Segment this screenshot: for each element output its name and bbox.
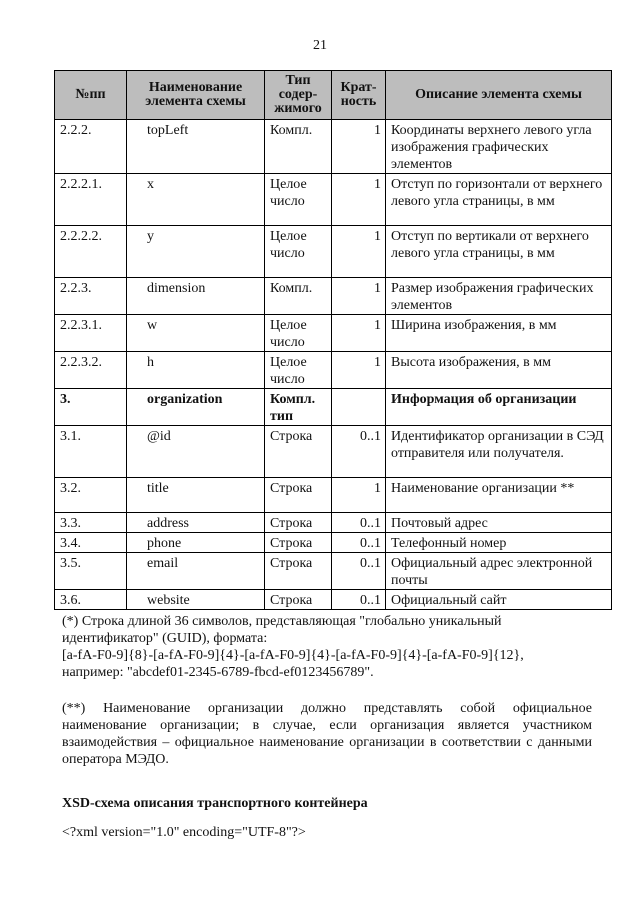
cell-element-name: @id: [127, 426, 265, 478]
cell-element-name: phone: [127, 533, 265, 553]
table-row: [55, 174, 612, 226]
cell-number: 3.3.: [55, 513, 127, 533]
note-guid-line: (*) Строка длиной 36 символов, представляющая "глобально уникальный: [62, 614, 502, 629]
table-row: [55, 389, 612, 426]
cell-description: Идентификатор организации в СЭД отправителя или получателя.: [386, 426, 612, 478]
header-number: №пп: [55, 71, 127, 120]
cell-element-name: x: [127, 174, 265, 226]
cell-element-name: email: [127, 553, 265, 590]
cell-number: 2.2.2.2.: [55, 226, 127, 278]
cell-description: Официальный адрес электронной почты: [386, 553, 612, 590]
note-guid: [62, 613, 592, 681]
xsd-heading: XSD-схема описания транспортного контейнера: [62, 796, 368, 811]
cell-content-type: Строка: [265, 513, 332, 533]
cell-content-type: Компл.: [265, 120, 332, 174]
xml-declaration: <?xml version="1.0" encoding="UTF-8"?>: [62, 825, 306, 840]
cell-number: 3.6.: [55, 590, 127, 610]
cell-number: 2.2.2.: [55, 120, 127, 174]
note-guid-line: идентификатор" (GUID), формата:: [62, 631, 268, 646]
cell-content-type: Компл.: [265, 278, 332, 315]
cell-description: Высота изображения, в мм: [386, 352, 612, 389]
cell-element-name: topLeft: [127, 120, 265, 174]
header-element-name: Наименование элемента схемы: [127, 71, 265, 120]
note-organization-name: (**) Наименование организации должно представлять собой официальное наименование организации; в случае, если организация является участником взаимодействия – официальное наименование организации в соответствии с данными оператора МЭДО.: [62, 701, 592, 767]
cell-description: Ширина изображения, в мм: [386, 315, 612, 352]
cell-multiplicity: 0..1: [332, 553, 386, 590]
cell-multiplicity: 1: [332, 120, 386, 174]
cell-multiplicity: 0..1: [332, 513, 386, 533]
cell-element-name: website: [127, 590, 265, 610]
cell-content-type: Целое число: [265, 352, 332, 389]
cell-content-type: Строка: [265, 478, 332, 513]
cell-element-name: title: [127, 478, 265, 513]
cell-number: 2.2.3.2.: [55, 352, 127, 389]
cell-number: 3.5.: [55, 553, 127, 590]
header-description: Описание элемента схемы: [386, 71, 612, 120]
cell-description: Координаты верхнего левого угла изображения графических элементов: [386, 120, 612, 174]
cell-content-type: Целое число: [265, 226, 332, 278]
cell-description: Телефонный номер: [386, 533, 612, 553]
cell-element-name: organization: [127, 389, 265, 426]
table-row: [55, 226, 612, 278]
cell-multiplicity: [332, 389, 386, 426]
cell-description: Отступ по вертикали от верхнего левого угла страницы, в мм: [386, 226, 612, 278]
cell-element-name: w: [127, 315, 265, 352]
cell-description: Наименование организации **: [386, 478, 612, 513]
cell-multiplicity: 0..1: [332, 590, 386, 610]
table-row: [55, 426, 612, 478]
cell-number: 2.2.2.1.: [55, 174, 127, 226]
cell-number: 3.1.: [55, 426, 127, 478]
table-row: [55, 590, 612, 610]
cell-multiplicity: 1: [332, 478, 386, 513]
table-row: [55, 120, 612, 174]
table-row: [55, 478, 612, 513]
table-row: [55, 553, 612, 590]
cell-description: Отступ по горизонтали от верхнего левого угла страницы, в мм: [386, 174, 612, 226]
table-header-row: [55, 71, 612, 120]
cell-multiplicity: 1: [332, 315, 386, 352]
schema-table: [54, 70, 612, 610]
cell-number: 3.: [55, 389, 127, 426]
table-row: [55, 278, 612, 315]
cell-content-type: Целое число: [265, 174, 332, 226]
cell-element-name: h: [127, 352, 265, 389]
table-body: [55, 120, 612, 610]
cell-content-type: Компл. тип: [265, 389, 332, 426]
cell-element-name: y: [127, 226, 265, 278]
note-guid-line: [a-fA-F0-9]{8}-[a-fA-F0-9]{4}-[a-fA-F0-9]{4}-[a-fA-F0-9]{4}-[a-fA-F0-9]{12},: [62, 648, 524, 663]
cell-number: 2.2.3.: [55, 278, 127, 315]
cell-description: Информация об организации: [386, 389, 612, 426]
cell-number: 3.4.: [55, 533, 127, 553]
header-content-type: Тип содер-жимого: [265, 71, 332, 120]
note-guid-line: например: "abcdef01-2345-6789-fbcd-ef0123456789".: [62, 665, 374, 680]
cell-number: 3.2.: [55, 478, 127, 513]
cell-multiplicity: 1: [332, 174, 386, 226]
cell-content-type: Строка: [265, 426, 332, 478]
cell-description: Размер изображения графических элементов: [386, 278, 612, 315]
cell-number: 2.2.3.1.: [55, 315, 127, 352]
page-number: 21: [313, 38, 327, 53]
cell-multiplicity: 1: [332, 352, 386, 389]
cell-content-type: Строка: [265, 553, 332, 590]
cell-multiplicity: 0..1: [332, 426, 386, 478]
cell-content-type: Целое число: [265, 315, 332, 352]
cell-element-name: dimension: [127, 278, 265, 315]
cell-multiplicity: 1: [332, 278, 386, 315]
cell-element-name: address: [127, 513, 265, 533]
cell-multiplicity: 1: [332, 226, 386, 278]
cell-description: Почтовый адрес: [386, 513, 612, 533]
table-row: [55, 513, 612, 533]
table-row: [55, 352, 612, 389]
table-row: [55, 533, 612, 553]
cell-multiplicity: 0..1: [332, 533, 386, 553]
cell-content-type: Строка: [265, 533, 332, 553]
cell-content-type: Строка: [265, 590, 332, 610]
table-row: [55, 315, 612, 352]
header-multiplicity: Крат-ность: [332, 71, 386, 120]
cell-description: Официальный сайт: [386, 590, 612, 610]
